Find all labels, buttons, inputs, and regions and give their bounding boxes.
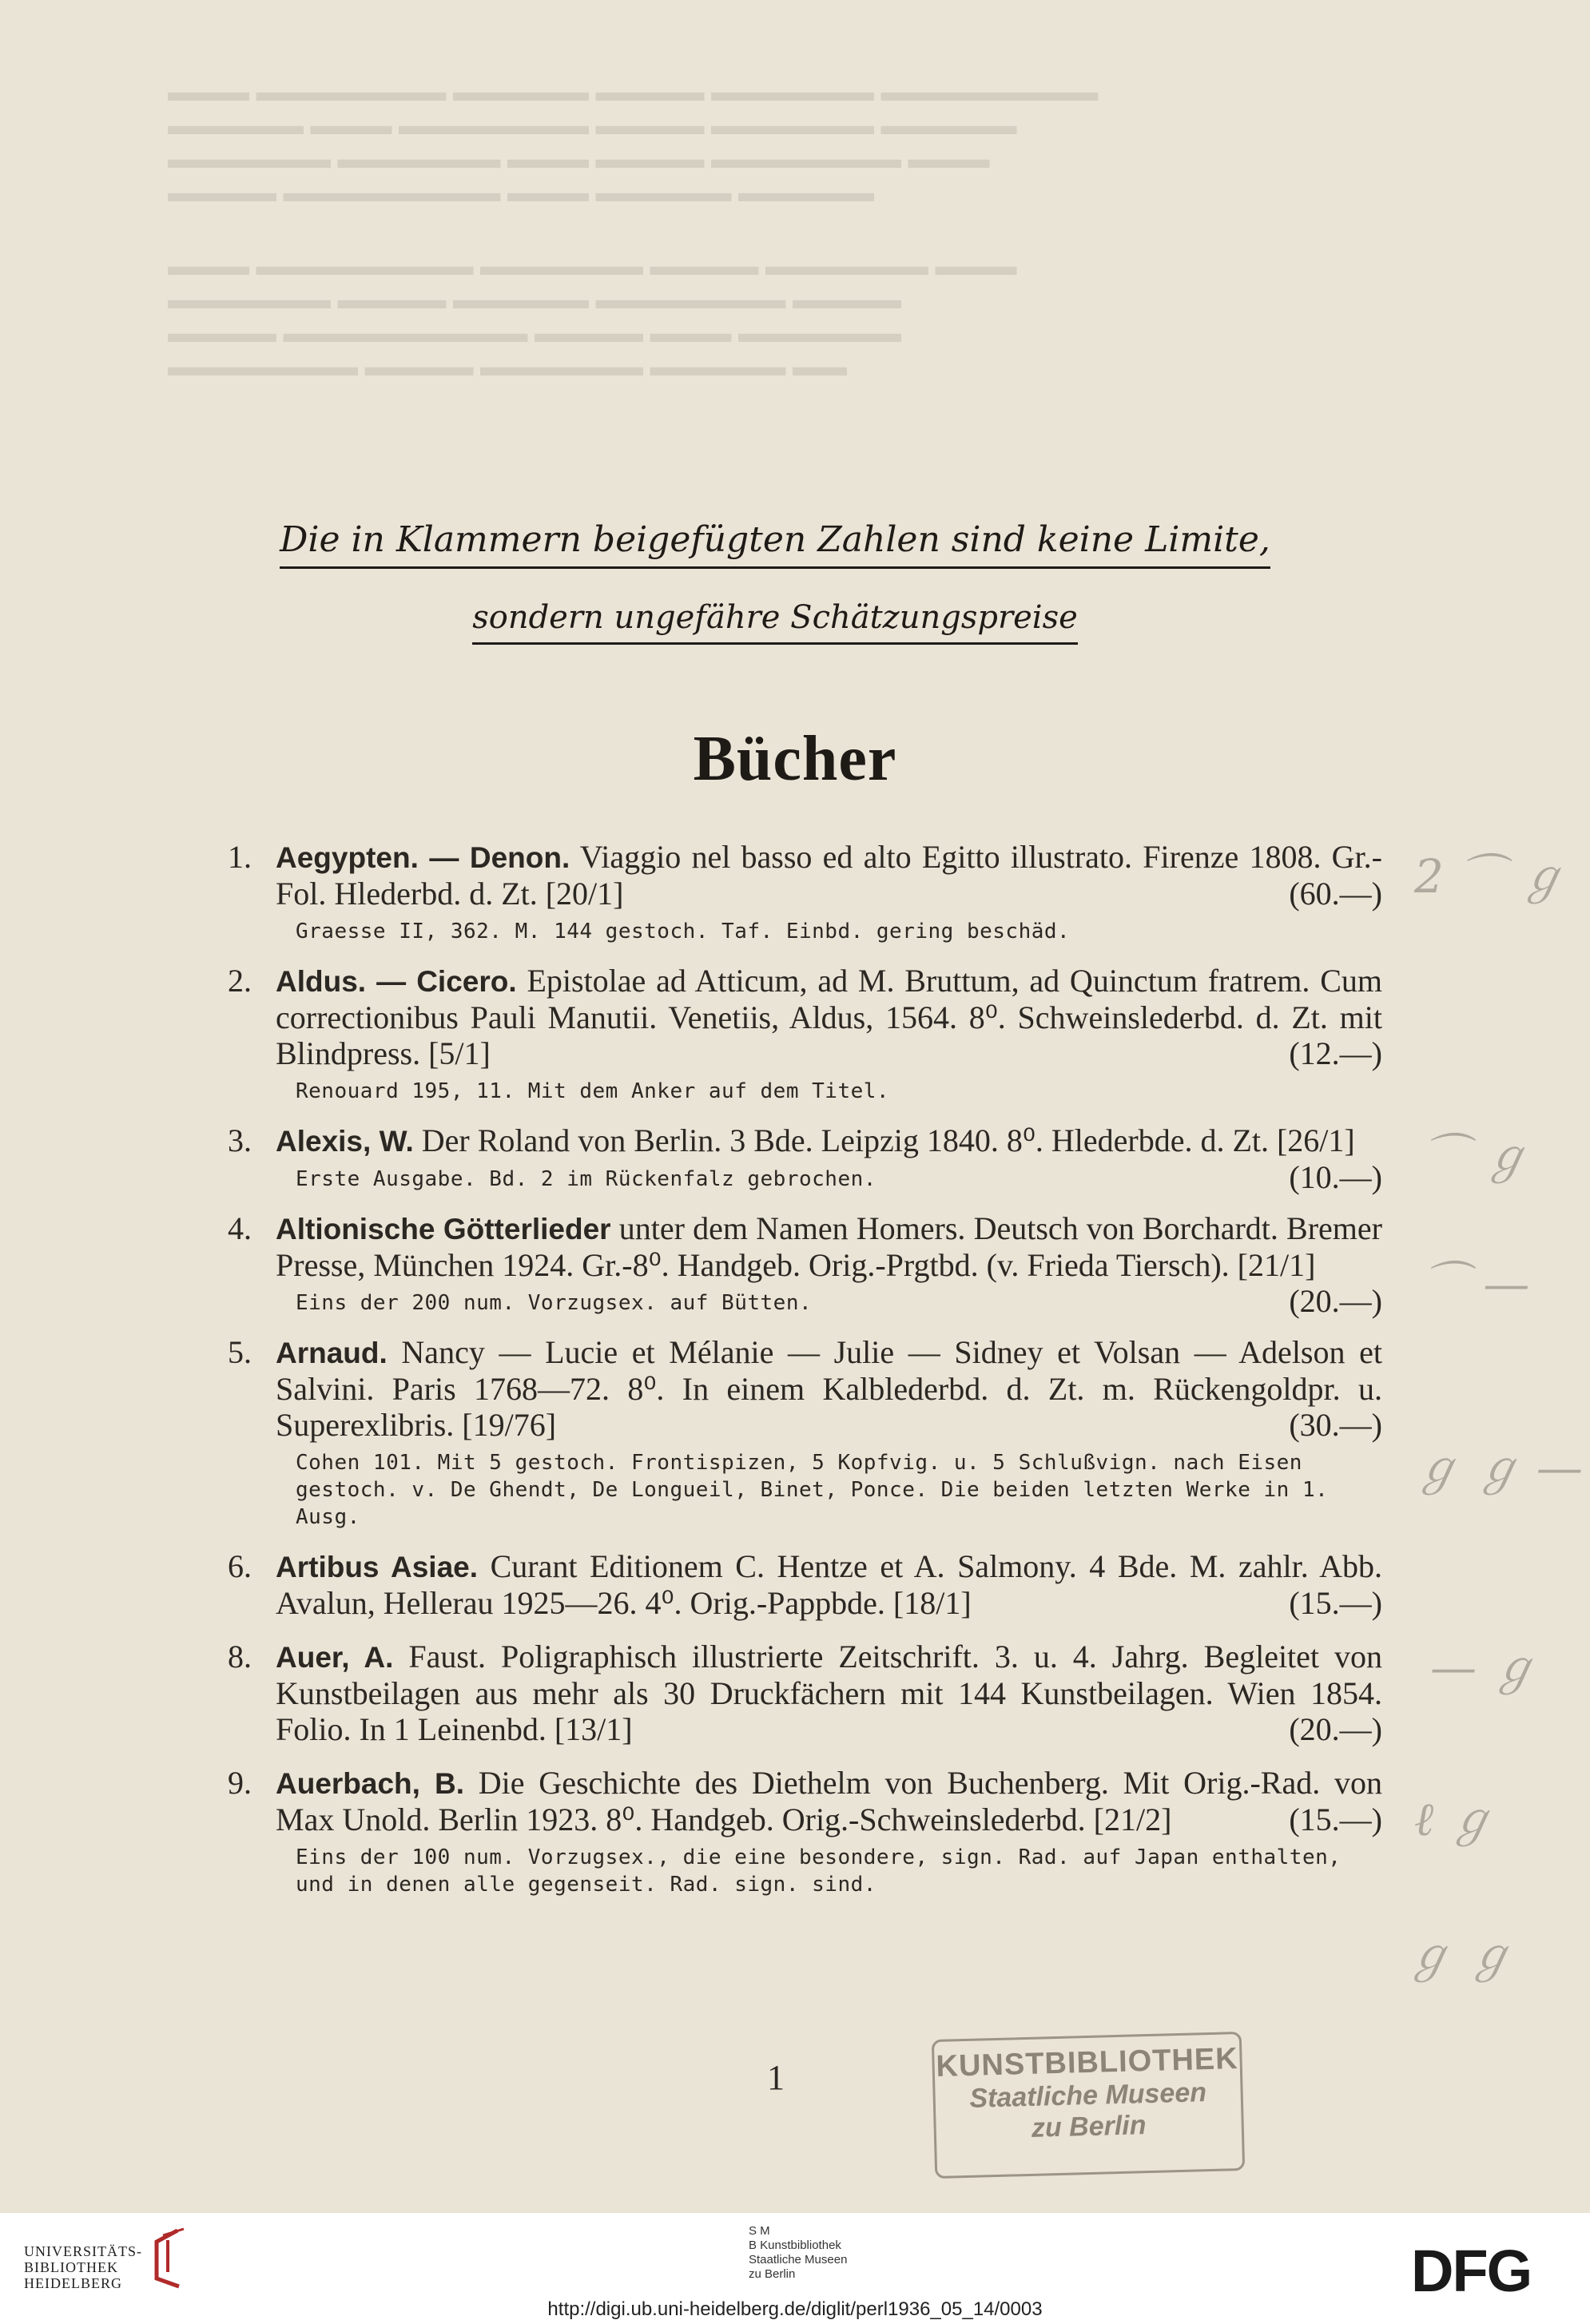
pencil-mark: ℓ ℊ [1414,1792,1495,1846]
entry-number: 8. [228,1639,252,1674]
ub-logo-icon [145,2226,190,2290]
bleed-through-text: ▬▬▬ ▬▬▬▬▬▬▬ ▬▬▬▬▬ ▬▬▬▬ ▬▬▬▬▬▬ ▬▬▬▬▬▬▬▬ ▬▬▬▬▬ ▬▬▬ ▬▬▬▬▬▬▬ ▬▬▬▬ ▬▬▬▬▬▬ ▬▬▬▬▬ ▬▬▬▬▬▬ ▬▬▬▬▬▬ ▬▬▬ ▬▬▬▬ ▬▬▬▬▬▬▬ ▬▬▬ ▬▬▬▬ ▬▬▬▬▬▬▬▬ ▬▬▬ ▬▬▬▬▬ ▬▬▬▬▬ ▬▬▬ ▬▬▬▬▬▬▬▬ ▬▬▬▬▬▬ ▬▬▬▬ ▬▬▬▬▬▬ ▬▬▬ ▬▬▬▬▬▬ ▬▬▬▬ ▬▬▬▬▬ ▬▬▬▬▬▬▬ ▬▬▬▬ ▬▬▬▬ ▬▬▬▬▬▬▬▬▬ ▬▬▬▬ ▬▬▬ ▬▬▬▬▬▬ ▬▬▬▬▬▬▬ ▬▬▬▬ ▬▬▬▬▬▬ ▬▬▬▬▬ ▬▬ [168,77,1099,382]
entry-text: Die Geschichte des Diethelm von Buchenberg. Mit Orig.-Rad. von Max Unold. Berlin 1923. 8⁰. Handgeb. Orig.-Schweinslederbd. [21/2] [276,1765,1383,1837]
entry-author: Auerbach, B. [276,1767,464,1800]
pencil-mark: ⌒ ℊ [1422,1129,1530,1183]
dfg-logo: DFG [1411,2238,1532,2304]
entry-price: (12.—) [1289,1035,1382,1071]
entry-number: 1. [228,839,252,875]
entry-price: (20.—) [1289,1711,1382,1747]
entry-author: Artibus Asiae. [276,1551,478,1583]
page-url[interactable]: http://digi.ub.uni-heidelberg.de/diglit/perl1936_05_14/0003 [547,2298,1043,2320]
entry-text: unter dem Namen Homers. Deutsch von Borchardt. Bremer Presse, München 1924. Gr.-8⁰. Handgeb. Orig.-Prgtbd. (v. Frieda Tiersch). [21/1] [276,1210,1382,1283]
catalog-entry [208,1334,1382,1531]
entry-author: Arnaud. [276,1337,388,1369]
viewer-footer [0,2213,1590,2324]
entry-price: (30.—) [1289,1407,1382,1443]
page-number: 1 [767,2058,785,2097]
entry-note: Cohen 101. Mit 5 gestoch. Frontispizen, 5 Kopfvig. u. 5 Schlußvign. nach Eisen gestoch. v. De Ghendt, De Longueil, Binet, Ponce. Die beiden letzten Werke in 1. Ausg. [296,1451,1329,1529]
entry-text: Viaggio nel basso ed alto Egitto illustrato. Firenze 1808. Gr.-Fol. Hlederbd. d. Zt. [20/1] [276,839,1382,912]
entry-number: 3. [228,1122,252,1158]
entry-note: Eins der 100 num. Vorzugsex., die eine besondere, sign. Rad. auf Japan enthalten, und in denen alle gegenseit. Rad. sign. sind. [296,1845,1342,1897]
entry-number: 2. [228,963,252,999]
catalog-entries [208,839,1382,1916]
entry-number: 4. [228,1210,252,1246]
pencil-mark: ⌒ — [1422,1257,1530,1311]
university-library-label: UNIVERSITÄTS- BIBLIOTHEK HEIDELBERG [24,2243,142,2291]
entry-author: Auer, A. [276,1641,394,1674]
entry-author: Aldus. — Cicero. [276,965,517,998]
entry-price: (15.—) [1289,1585,1382,1621]
entry-text: Der Roland von Berlin. 3 Bde. Leipzig 1840. 8⁰. Hlederbde. d. Zt. [26/1] [421,1122,1355,1158]
entry-author: Altionische Götterlieder [276,1213,611,1245]
catalog-entry [208,1548,1382,1621]
entry-price: (20.—) [1289,1283,1382,1319]
entry-price: (10.—) [1289,1159,1382,1195]
catalog-entry [208,1765,1382,1898]
entry-price: (15.—) [1289,1802,1382,1837]
entry-text: Nancy — Lucie et Mélanie — Julie — Sidney et Volsan — Adelson et Salvini. Paris 1768—72. 8⁰. In einem Kalblederbd. d. Zt. m. Rückengoldpr. u. Superexlibris. [19/76] [276,1334,1382,1443]
pencil-mark: — ℊ [1430,1640,1538,1694]
pencil-mark: ℊ ℊ — [1414,1440,1583,1495]
entry-number: 6. [228,1548,252,1584]
entry-number: 5. [228,1334,252,1370]
entry-note: Eins der 200 num. Vorzugsex. auf Bütten. [296,1291,813,1315]
library-stamp: KUNSTBIBLIOTHEK Staatliche Museen zu Berlin [932,2032,1245,2179]
entry-note: Graesse II, 362. M. 144 gestoch. Taf. Einbd. gering beschäd. [296,920,1071,944]
entry-note: Renouard 195, 11. Mit dem Anker auf dem Titel. [296,1079,890,1103]
notice-line-1: Die in Klammern beigefügten Zahlen sind keine Limite, [208,519,1342,560]
pencil-mark: 2 ⌒ ℊ [1414,849,1566,904]
entry-note: Erste Ausgabe. Bd. 2 im Rückenfalz gebrochen. [296,1167,876,1191]
catalog-entry [208,839,1382,945]
entry-number: 9. [228,1765,252,1801]
entry-price: (60.—) [1289,876,1382,912]
pencil-mark: ℊ ℊ [1406,1928,1514,1982]
notice-line-2: sondern ungefähre Schätzungspreise [208,599,1342,636]
section-heading: Bücher [693,724,897,794]
entry-text: Faust. Poligraphisch illustrierte Zeitschrift. 3. u. 4. Jahrg. Begleitet von Kunstbeilagen aus mehr als 30 Druckfächern mit 144 Kunstbeilagen. Wien 1854. Folio. In 1 Leinenbd. [13/1] [276,1639,1382,1747]
catalog-entry [208,963,1382,1105]
entry-author: Alexis, W. [276,1125,414,1158]
catalog-entry [208,1122,1382,1193]
entry-author: Aegypten. — Denon. [276,841,570,874]
entry-text: Curant Editionem C. Hentze et A. Salmony. 4 Bde. M. zahlr. Abb. Avalun, Hellerau 1925—26. 4⁰. Orig.-Pappbde. [18/1] [276,1548,1383,1621]
catalog-entry [208,1210,1382,1317]
catalog-entry [208,1639,1382,1747]
entry-text: Epistolae ad Atticum, ad M. Bruttum, ad Quinctum fratrem. Cum correctionibus Pauli Manutii. Venetiis, Aldus, 1564. 8⁰. Schweinslederbd. d. Zt. mit Blindpress. [5/1] [276,963,1382,1071]
holding-institution: S M B Kunstbibliothek Staatliche Museen zu Berlin [749,2224,848,2281]
